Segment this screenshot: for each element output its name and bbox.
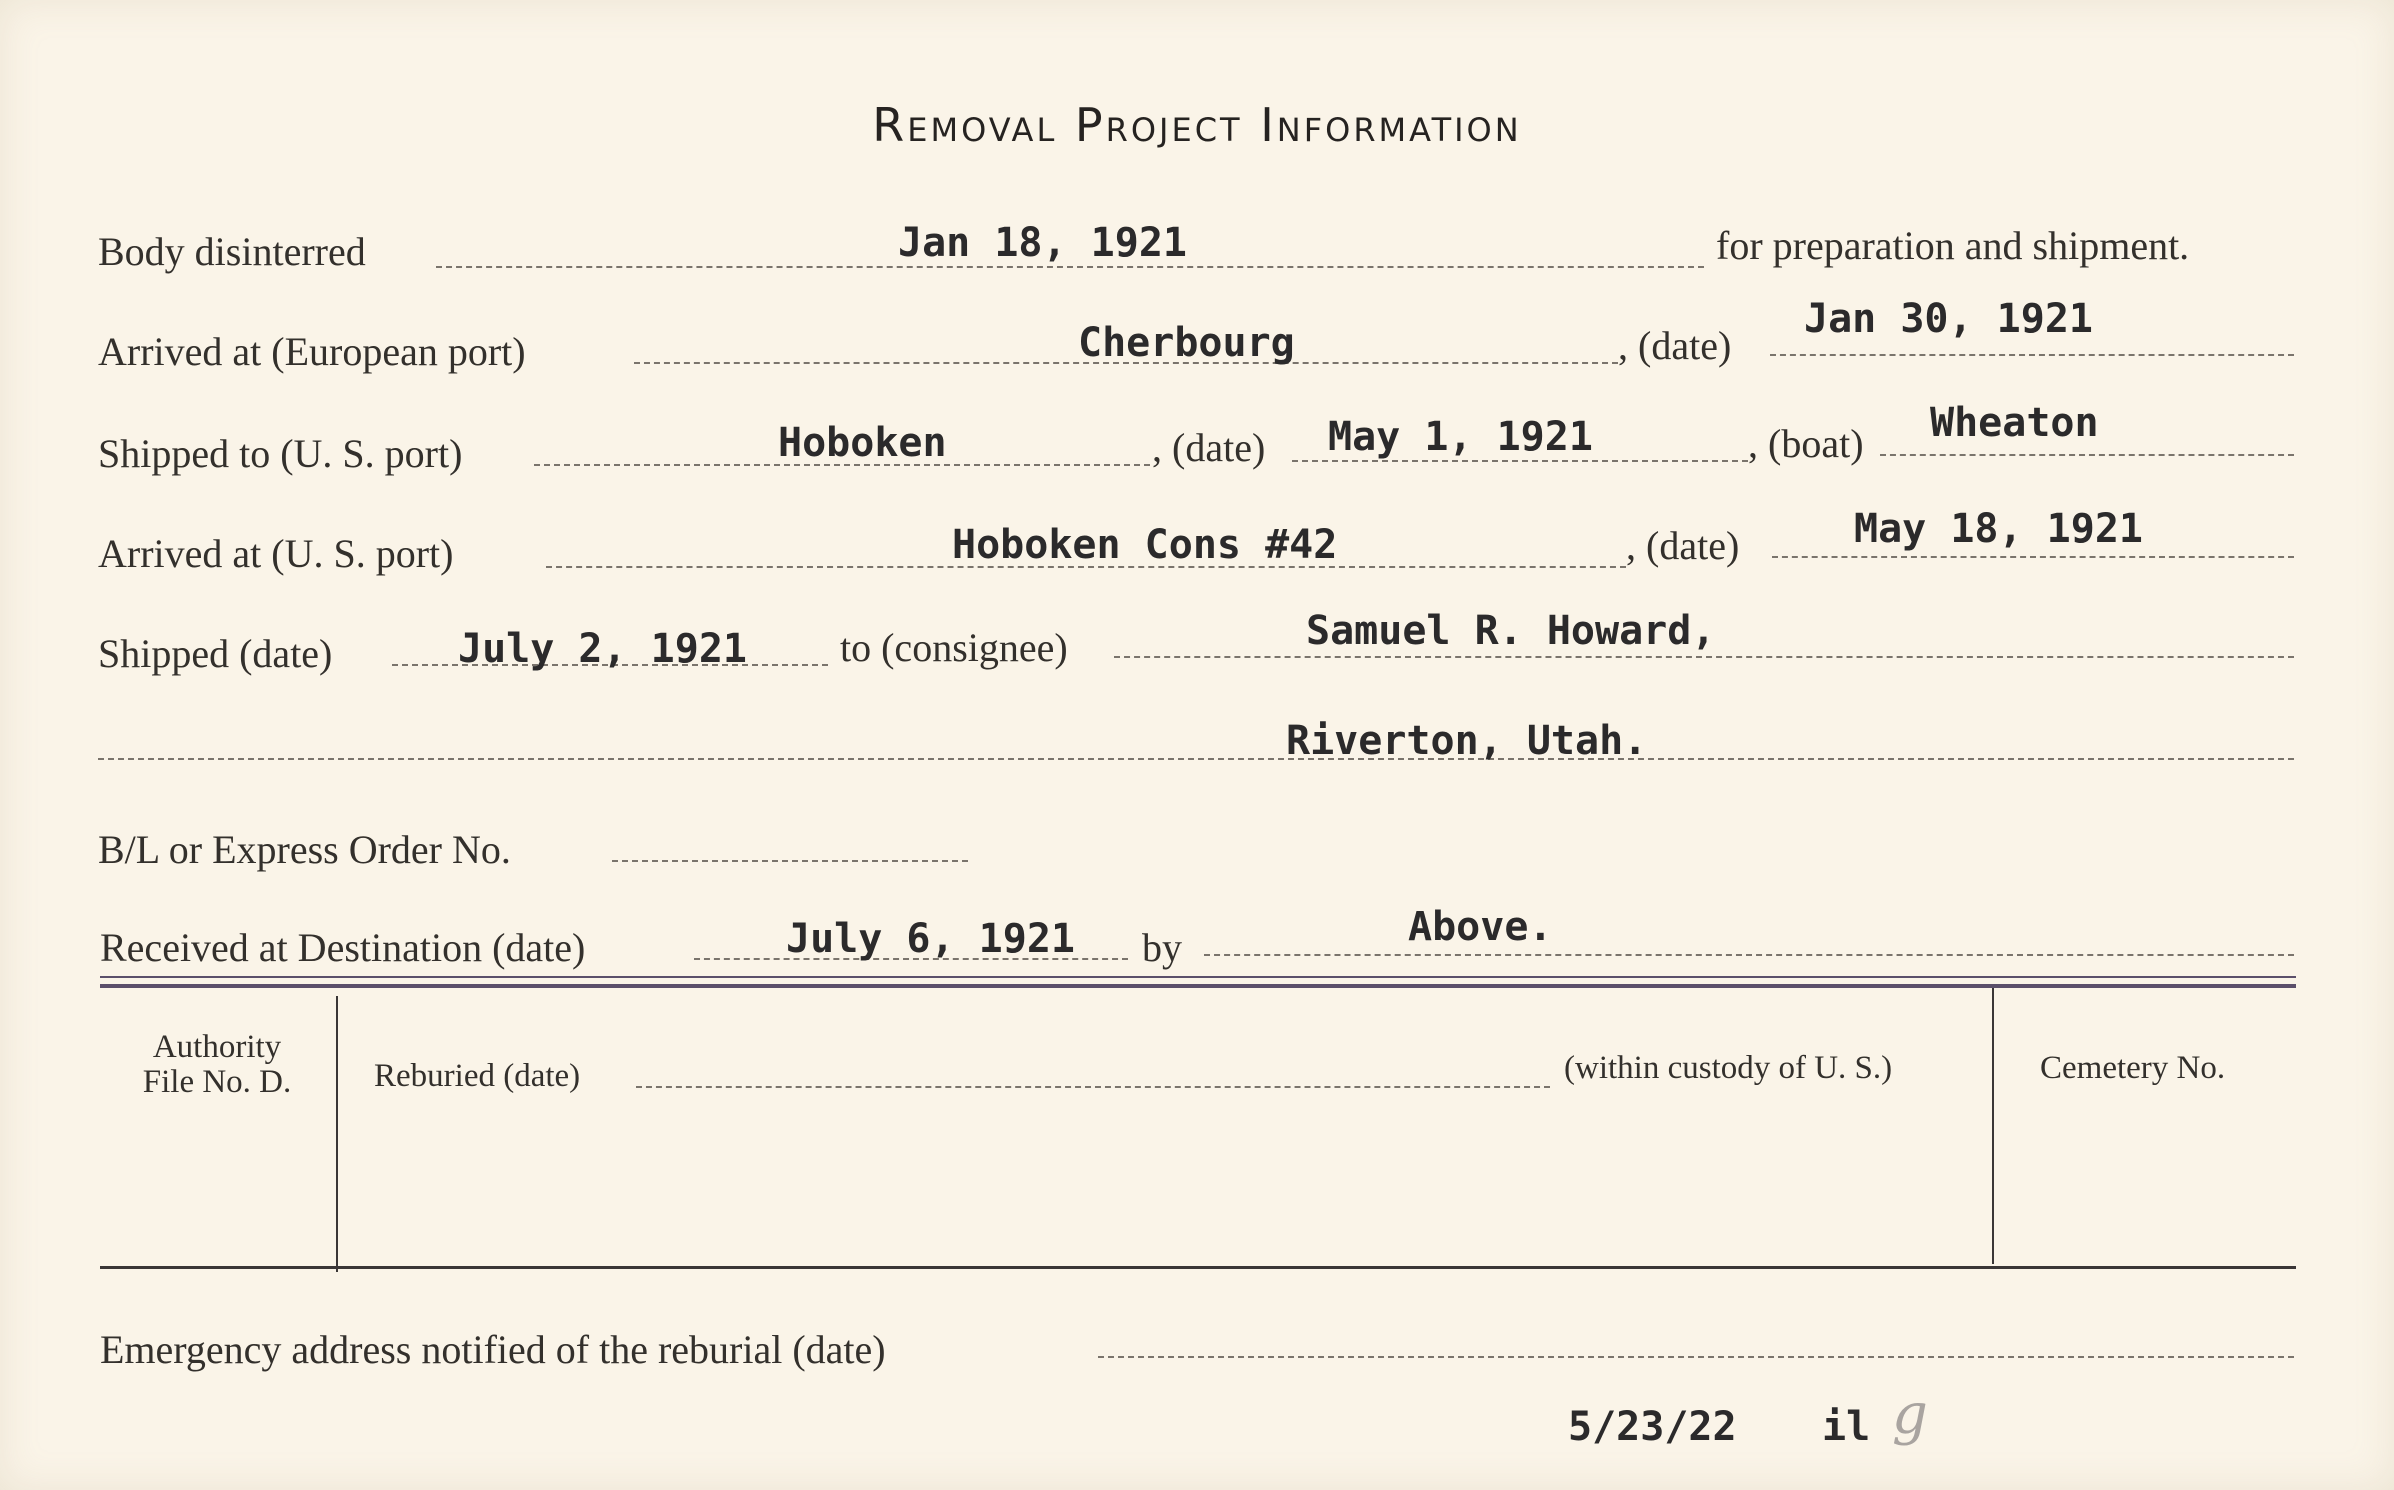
boat-label: , (boat) <box>1748 421 1864 466</box>
body-disinterred-label: Body disinterred <box>98 229 366 274</box>
us-port-arrived-date-value: May 18, 1921 <box>1854 506 2143 552</box>
us-port-arrived-value: Hoboken Cons #42 <box>952 522 1338 568</box>
us-port-shipped-value: Hoboken <box>778 420 947 466</box>
received-by-value: Above. <box>1408 904 1553 950</box>
us-port-arrived-date-line <box>1772 556 2294 558</box>
consignee-label: to (consignee) <box>840 625 1068 670</box>
us-port-shipped-date-label: , (date) <box>1152 425 1266 470</box>
address-line <box>98 758 2294 760</box>
us-port-shipped-date-line <box>1292 460 1748 462</box>
emergency-address-line <box>1098 1356 2294 1358</box>
body-disinterred-line <box>436 266 1704 268</box>
european-port-value: Cherbourg <box>1078 320 1295 366</box>
us-port-shipped-date-value: May 1, 1921 <box>1328 414 1593 460</box>
authority-file-label <box>112 1030 322 1099</box>
european-port-date-value: Jan 30, 1921 <box>1804 296 2093 342</box>
pencil-mark: g <box>1892 1382 1928 1447</box>
bl-express-order-line <box>612 860 968 862</box>
european-port-date-label: , (date) <box>1618 323 1732 368</box>
us-port-arrived-label: Arrived at (U. S. port) <box>98 531 454 576</box>
box-top-rule <box>100 976 2296 978</box>
european-port-date-line <box>1770 354 2294 356</box>
bl-express-order-label: B/L or Express Order No. <box>98 827 511 872</box>
preparation-shipment-label: for preparation and shipment. <box>1716 223 2190 268</box>
box-top-double-rule <box>100 984 2296 988</box>
us-port-arrived-date-label: , (date) <box>1626 523 1740 568</box>
emergency-address-label: Emergency address notified of the reburial (date) <box>100 1327 886 1372</box>
received-by-line <box>1204 954 2294 956</box>
european-port-label: Arrived at (European port) <box>98 329 526 374</box>
reburied-date-line <box>636 1086 1550 1088</box>
received-destination-date-value: July 6, 1921 <box>786 916 1075 962</box>
boat-line <box>1880 454 2294 456</box>
custody-label: (within custody of U. S.) <box>1564 1050 1893 1086</box>
box-bottom-rule <box>100 1266 2296 1269</box>
reburied-date-label: Reburied (date) <box>374 1058 581 1094</box>
authority-label-line2: File No. D. <box>142 1063 292 1100</box>
consignee-address-value: Riverton, Utah. <box>1286 718 1648 764</box>
clerk-initials: il <box>1822 1404 1871 1450</box>
received-by-label: by <box>1142 925 1182 970</box>
us-port-shipped-label: Shipped to (U. S. port) <box>98 431 463 476</box>
consignee-line <box>1114 656 2294 658</box>
shipped-date-label: Shipped (date) <box>98 631 333 676</box>
cemetery-no-label: Cemetery No. <box>2040 1050 2226 1086</box>
authority-label-line1: Authority <box>152 1029 282 1065</box>
box-divider-left <box>336 996 338 1272</box>
stamp-date: 5/23/22 <box>1568 1404 1737 1450</box>
shipped-date-value: July 2, 1921 <box>458 626 747 672</box>
card-title: Removal Project Information <box>872 98 1522 152</box>
body-disinterred-value: Jan 18, 1921 <box>898 220 1187 266</box>
box-divider-right <box>1992 988 1994 1264</box>
consignee-value: Samuel R. Howard, <box>1306 608 1716 654</box>
boat-value: Wheaton <box>1930 400 2099 446</box>
received-destination-label: Received at Destination (date) <box>100 925 586 970</box>
